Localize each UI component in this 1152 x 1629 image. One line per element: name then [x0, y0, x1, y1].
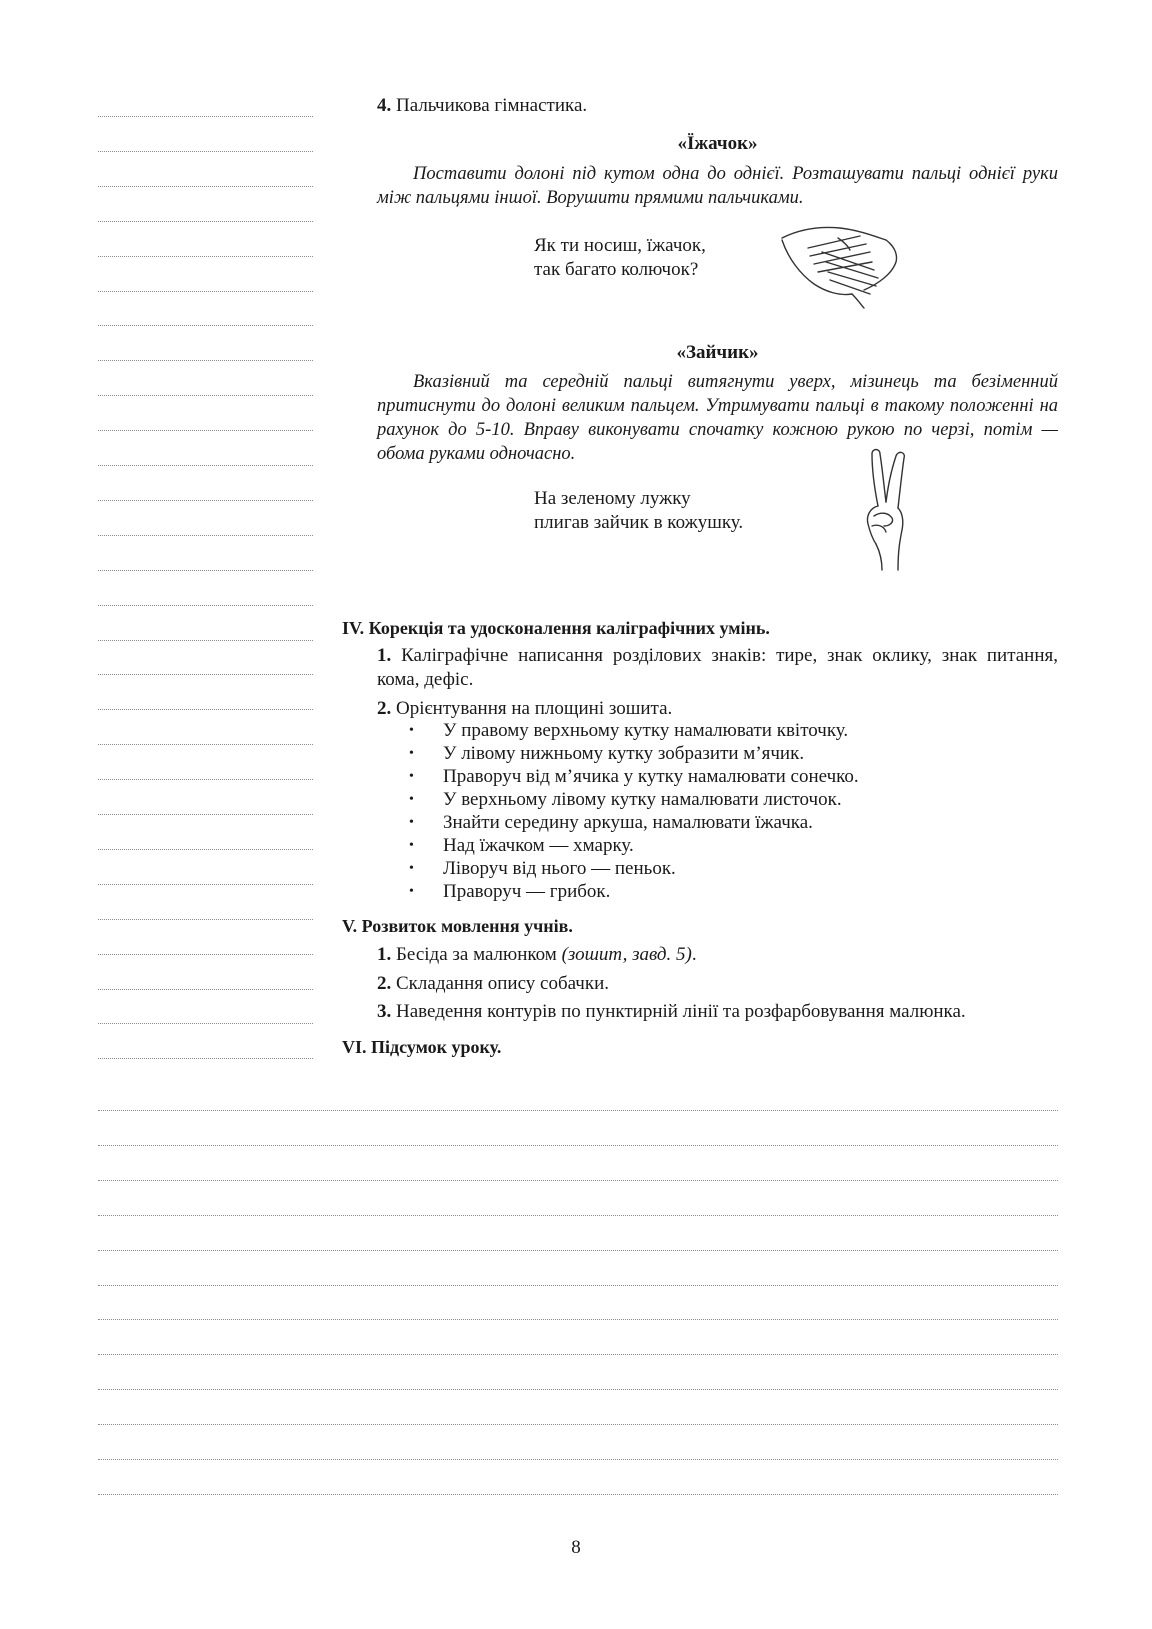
item-number: 2.	[377, 698, 392, 719]
margin-note-line	[98, 500, 313, 501]
margin-note-line	[98, 1058, 313, 1059]
bottom-note-line	[98, 1285, 1058, 1286]
bottom-note-line	[98, 1250, 1058, 1251]
margin-note-line	[98, 430, 313, 431]
bunny-hand-icon	[858, 446, 918, 572]
bottom-note-line	[98, 1319, 1058, 1320]
bunny-poem-line: плигав зайчик в кожушку.	[534, 512, 744, 533]
bullet-text: Знайти середину аркуша, намалювати їжачка.	[443, 812, 813, 833]
margin-note-line	[98, 954, 313, 955]
bullet-item	[409, 765, 1009, 788]
margin-note-line	[98, 570, 313, 571]
bottom-note-line	[98, 1145, 1058, 1146]
section-4-title: IV. Корекція та удосконалення каліграфічних умінь.	[342, 618, 770, 638]
item-number: 3.	[377, 1001, 392, 1022]
bullet-dot-icon: •	[409, 769, 414, 784]
margin-note-line	[98, 709, 313, 710]
bullet-text: Праворуч — грибок.	[443, 881, 611, 902]
margin-note-line	[98, 325, 313, 326]
margin-note-line	[98, 814, 313, 815]
bullet-item	[409, 811, 1009, 834]
section-4-item-2	[377, 697, 1058, 721]
hedgehog-instruction: Поставити долоні під кутом одна до однієї. Розташувати пальці однієї руки між пальцями іншої. Ворушити прямими пальчиками.	[377, 164, 1058, 208]
exercise-4-heading	[377, 95, 587, 117]
margin-note-line	[98, 779, 313, 780]
margin-note-line	[98, 989, 313, 990]
margin-note-line	[98, 674, 313, 675]
orientation-bullet-list	[409, 719, 1009, 903]
bunny-poem-line: На зеленому лужку	[534, 488, 691, 509]
bottom-note-line	[98, 1110, 1058, 1111]
bottom-note-line	[98, 1424, 1058, 1425]
bullet-item	[409, 834, 1009, 857]
item-text: Складання опису собачки.	[396, 973, 609, 994]
bullet-dot-icon: •	[409, 723, 414, 738]
page-number: 8	[571, 1537, 581, 1558]
bullet-item	[409, 857, 1009, 880]
margin-note-line	[98, 151, 313, 152]
exercise-4-title: Пальчикова гімнастика.	[396, 95, 588, 116]
margin-note-line	[98, 744, 313, 745]
margin-note-line	[98, 186, 313, 187]
margin-note-line	[98, 884, 313, 885]
item-number: 1.	[377, 645, 392, 666]
section-4-item-1	[377, 644, 1058, 692]
hedgehog-poem	[534, 234, 706, 282]
bunny-title: «Зайчик»	[676, 342, 759, 363]
section-5-title: V. Розвиток мовлення учнів.	[342, 916, 573, 936]
bottom-note-line	[98, 1215, 1058, 1216]
margin-note-line	[98, 256, 313, 257]
margin-note-line	[98, 221, 313, 222]
margin-note-line	[98, 116, 313, 117]
bottom-note-line	[98, 1459, 1058, 1460]
bullet-text: Ліворуч від нього — пеньок.	[443, 858, 676, 879]
bullet-text: Праворуч від м’ячика у кутку намалювати сонечко.	[443, 766, 859, 787]
margin-note-line	[98, 849, 313, 850]
bullet-text: У лівому нижньому кутку зобразити м’ячик.	[443, 743, 805, 764]
item-text: Наведення контурів по пунктирній лінії та розфарбовування малюнка.	[396, 1001, 966, 1022]
bullet-item	[409, 742, 1009, 765]
interlaced-hands-icon	[778, 218, 903, 310]
bottom-note-line	[98, 1180, 1058, 1181]
item-text: Орієнтування на площині зошита.	[396, 698, 673, 719]
margin-note-line	[98, 640, 313, 641]
bullet-item	[409, 719, 1009, 742]
bullet-text: Над їжачком — хмарку.	[443, 835, 634, 856]
bullet-dot-icon: •	[409, 861, 414, 876]
bullet-item	[409, 788, 1009, 811]
bottom-note-line	[98, 1354, 1058, 1355]
hedgehog-poem-line: так багато колючок?	[534, 259, 699, 280]
bullet-dot-icon: •	[409, 746, 414, 761]
margin-note-line	[98, 291, 313, 292]
section-5-item-3	[377, 1000, 1058, 1024]
bunny-poem	[534, 487, 743, 535]
item-text: Каліграфічне написання розділових знаків: тире, знак оклику, знак питання, кома, дефіс.	[377, 645, 1059, 690]
hedgehog-poem-line: Як ти носиш, їжачок,	[534, 235, 706, 256]
item-note: (зошит, завд. 5)	[561, 944, 692, 965]
bullet-item	[409, 880, 1009, 903]
margin-note-line	[98, 1023, 313, 1024]
section-5-item-2	[377, 972, 1058, 996]
item-number: 1.	[377, 944, 392, 965]
bullet-dot-icon: •	[409, 838, 414, 853]
margin-note-line	[98, 919, 313, 920]
margin-note-line	[98, 535, 313, 536]
hedgehog-title: «Їжачок»	[677, 133, 758, 154]
margin-note-lines	[98, 0, 313, 1070]
bullet-dot-icon: •	[409, 884, 414, 899]
bullet-dot-icon: •	[409, 815, 414, 830]
bottom-note-line	[98, 1389, 1058, 1390]
bullet-text: У верхньому лівому кутку намалювати листочок.	[443, 789, 842, 810]
margin-note-line	[98, 465, 313, 466]
section-6-title: VI. Підсумок уроку.	[342, 1037, 502, 1057]
bottom-note-lines	[98, 1100, 1058, 1520]
margin-note-line	[98, 360, 313, 361]
bunny-instruction: Вказівний та середній пальці витягнути уверх, мізинець та безіменний притиснути до долоні великим пальцем. Утримувати пальці в такому положенні на рахунок до 5-10. Вправу виконувати спочатку кожною рукою по черзі, потім — обома руками одночасно.	[377, 372, 1058, 464]
margin-note-line	[98, 605, 313, 606]
exercise-4-number: 4.	[377, 95, 392, 116]
item-tail: .	[691, 944, 697, 965]
item-text: Бесіда за малюнком	[396, 944, 562, 965]
bullet-dot-icon: •	[409, 792, 414, 807]
margin-note-line	[98, 395, 313, 396]
bullet-text: У правому верхньому кутку намалювати квіточку.	[443, 720, 849, 741]
item-number: 2.	[377, 973, 392, 994]
section-5-item-1	[377, 943, 1058, 967]
bottom-note-line	[98, 1494, 1058, 1495]
